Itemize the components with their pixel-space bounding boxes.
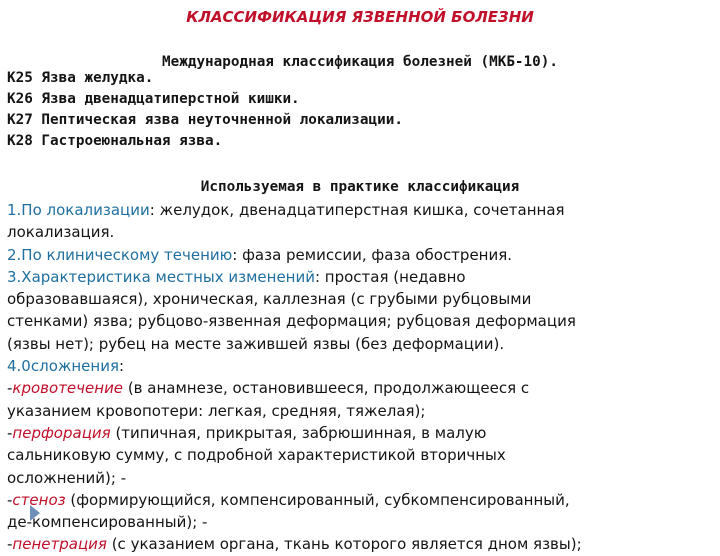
complication-perforation — [7, 422, 713, 444]
icd-list — [7, 68, 713, 152]
complication-penetration — [7, 533, 713, 555]
item-3-text-cont: (язвы нет); рубец на месте зажившей язвы (без деформации). — [7, 334, 505, 353]
item-1-label: 1.По локализации — [7, 201, 150, 219]
item-3-text-cont: образовавшаяся), хроническая, каллезная (с грубыми рубцовыми — [7, 290, 532, 309]
item-2-line — [7, 244, 713, 266]
item-4-line — [7, 355, 713, 377]
complication-dash: - — [7, 423, 13, 442]
complication-text-cont: сальниковую сумму, с подробной характеристикой вторичных — [7, 446, 506, 465]
complication-stenosis — [7, 489, 713, 511]
item-3-label: 3.Характеристика местных изменений — [7, 267, 315, 286]
item-4-colon: : — [119, 357, 125, 376]
complication-term: стеноз — [12, 490, 66, 509]
practice-body — [7, 199, 713, 556]
complication-term: перфорация — [12, 423, 111, 442]
complication-text-cont: осложнений); - — [7, 468, 127, 487]
complication-bleeding — [7, 377, 713, 399]
complication-text: (формирующийся, компенсированный, субкомпенсированный, — [65, 490, 570, 509]
practice-heading: Используемая в практике классификация — [200, 179, 520, 195]
icd-item: К25 Язва желудка. — [7, 70, 154, 86]
icd-item: К26 Язва двенадцатиперстной кишки. — [7, 91, 300, 107]
item-3-text-cont: стенками) язва; рубцово-язвенная деформация; рубцовая деформация — [7, 312, 576, 331]
item-2-label: 2.По клиническому течению — [7, 245, 233, 264]
icd-item: К28 Гастроеюнальная язва. — [7, 133, 223, 149]
complication-dash: - — [7, 490, 13, 509]
complication-term: кровотечение — [12, 379, 124, 398]
icd-item: К27 Пептическая язва неуточненной локализации. — [7, 112, 403, 128]
complication-term: пенетрация — [12, 535, 107, 554]
item-1-text-cont: локализация. — [7, 223, 115, 242]
complication-dash: - — [7, 535, 13, 554]
icd-heading: Международная классификация болезней (МКБ-10). — [162, 54, 558, 70]
complication-dash: - — [7, 379, 13, 398]
item-2-text: : фаза ремиссии, фаза обострения. — [232, 245, 513, 264]
item-4-label: 4.0сложнения — [7, 357, 119, 376]
slide-title: КЛАССИФИКАЦИЯ ЯЗВЕННОЙ БОЛЕЗНИ — [186, 8, 534, 26]
complication-text: (типичная, прикрытая, забрюшинная, в малую — [110, 423, 487, 442]
item-3-line — [7, 266, 713, 288]
complication-text-cont: указанием кровопотери: легкая, средняя, тяжелая); — [7, 401, 426, 420]
complication-text: (в анамнезе, остановившееся, продолжающееся с — [123, 379, 530, 398]
item-1-text: : желудок, двенадцатиперстная кишка, сочетанная — [149, 201, 565, 219]
item-3-text: : простая (недавно — [314, 267, 466, 286]
arrow-icon — [30, 505, 40, 521]
complication-text: (с указанием органа, ткань которого является дном язвы); — [106, 535, 582, 554]
complication-text-cont: де-компенсированный); - — [7, 513, 208, 532]
item-1-line — [7, 199, 713, 221]
